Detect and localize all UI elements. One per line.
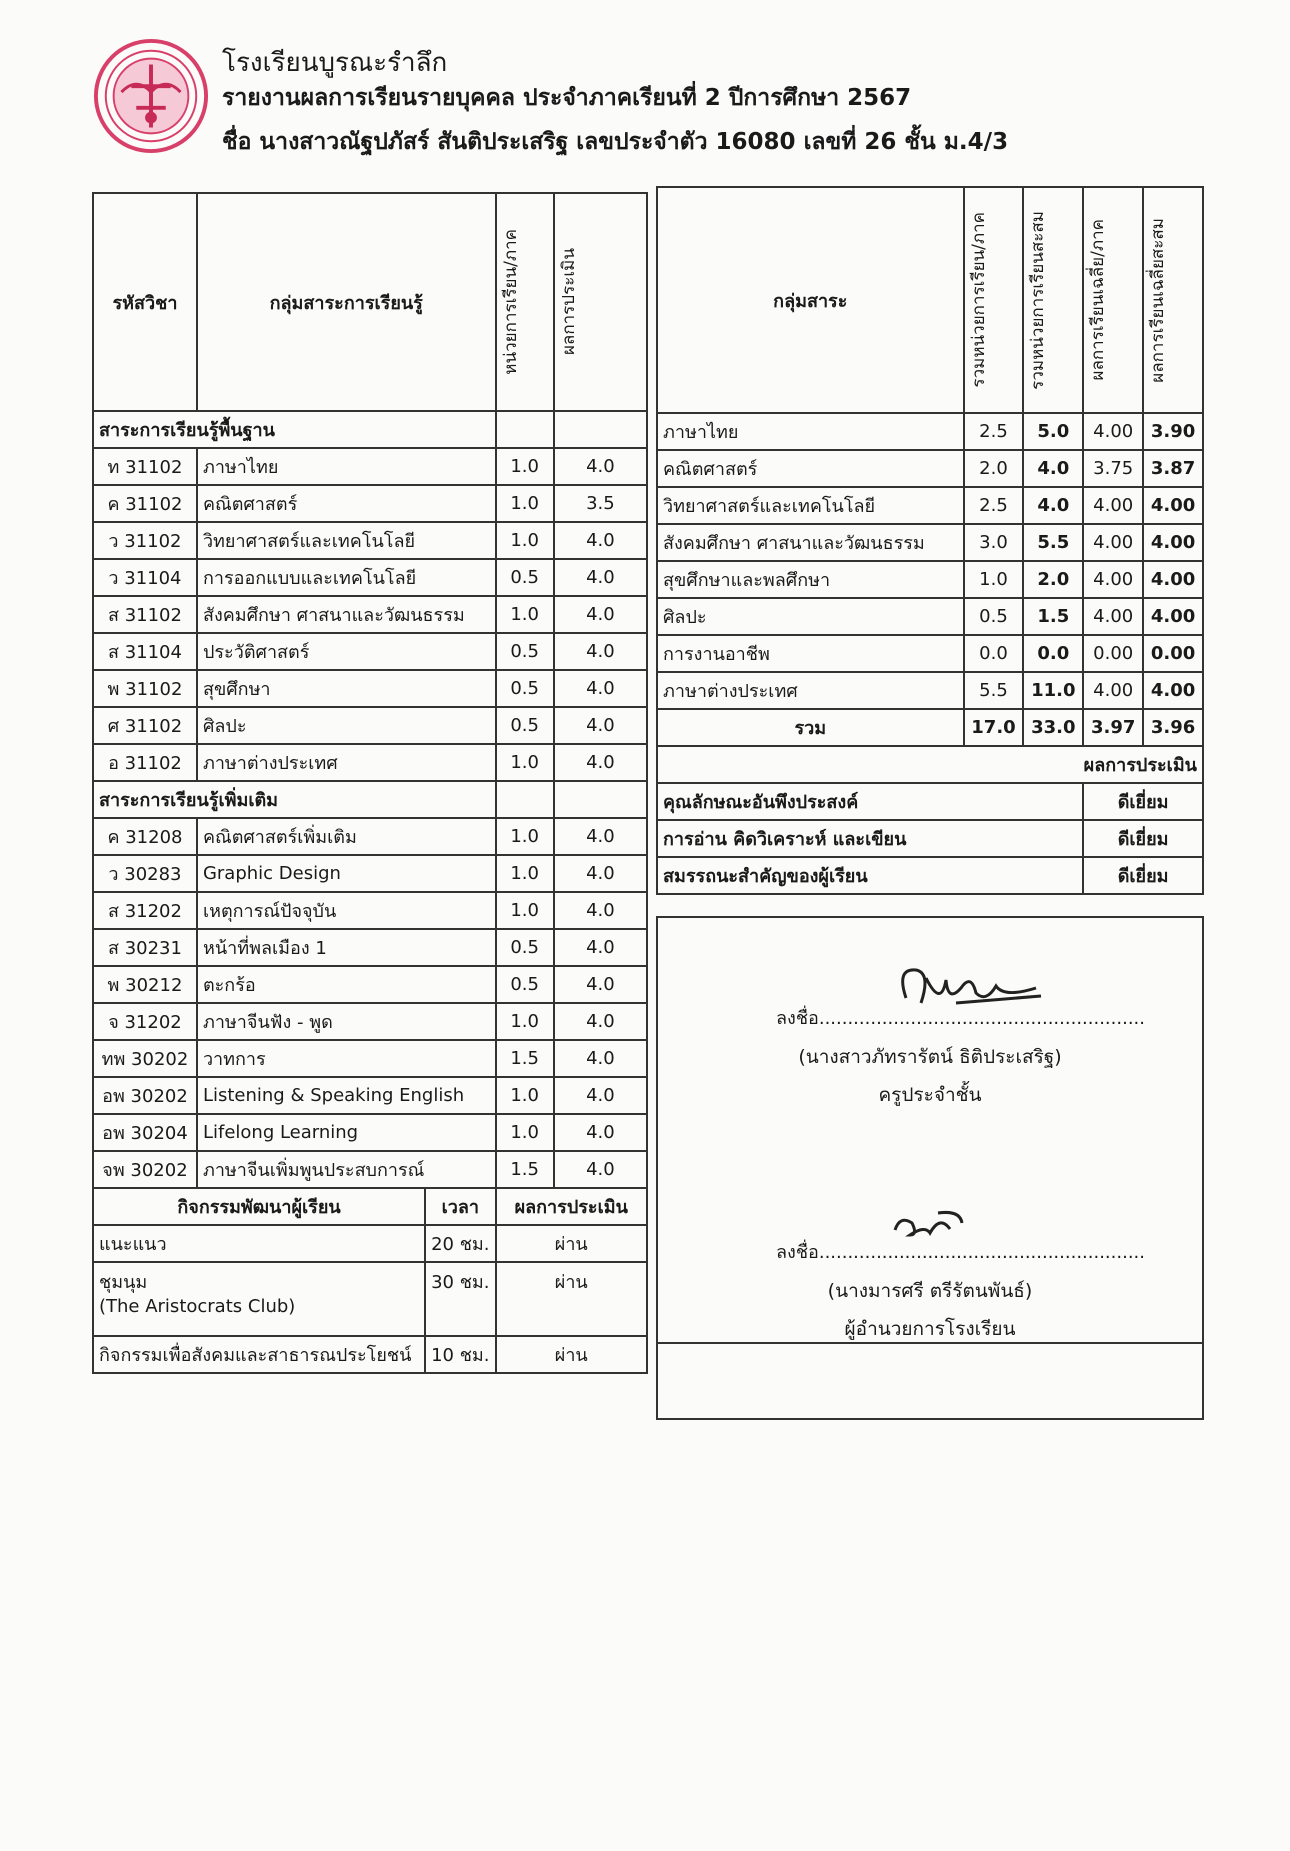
subject-credit: 1.0 <box>496 448 554 485</box>
subject-name: เหตุการณ์ปัจจุบัน <box>197 892 496 929</box>
gpa: 0.00 <box>1083 635 1143 672</box>
subject-credit: 0.5 <box>496 670 554 707</box>
subject-credit: 0.5 <box>496 559 554 596</box>
student-info: ชื่อ นางสาวณัฐปภัสร์ สันติประเสริฐ เลขประจำตัว 16080 เลขที่ 26 ชั้น ม.4/3 <box>222 129 1009 155</box>
cum-credit: 0.0 <box>1023 635 1083 672</box>
subject-grade: 4.0 <box>554 892 647 929</box>
activity-name: ชุมนุม <box>99 1272 148 1293</box>
subject-credit: 0.5 <box>496 707 554 744</box>
summary-row <box>657 450 1203 487</box>
subject-name: ภาษาไทย <box>197 448 496 485</box>
table-row <box>93 522 647 559</box>
subject-code: ส 31102 <box>93 596 197 633</box>
subject-name: ภาษาต่างประเทศ <box>197 744 496 781</box>
subject-grade: 4.0 <box>554 1151 647 1188</box>
subject-code: ทพ 30202 <box>93 1040 197 1077</box>
group-name: ภาษาไทย <box>657 413 964 450</box>
subject-credit: 0.5 <box>496 929 554 966</box>
subject-grade: 4.0 <box>554 448 647 485</box>
table-row <box>93 707 647 744</box>
director-sign-line: ลงชื่อ......................................................... <box>776 1242 1145 1263</box>
subject-code: พ 31102 <box>93 670 197 707</box>
activity-row <box>93 1225 647 1262</box>
group-name: สังคมศึกษา ศาสนาและวัฒนธรรม <box>657 524 964 561</box>
school-name: โรงเรียนบูรณะรำลึก <box>222 48 448 78</box>
subject-name: คณิตศาสตร์เพิ่มเติม <box>197 818 496 855</box>
subject-name: ภาษาจีนเพิ่มพูนประสบการณ์ <box>197 1151 496 1188</box>
subject-grade: 4.0 <box>554 522 647 559</box>
table-row <box>93 818 647 855</box>
col-header-cum-credit: รวมหน่วยการเรียนสะสม <box>1028 210 1049 390</box>
subject-code: ค 31208 <box>93 818 197 855</box>
activity-row <box>93 1262 647 1336</box>
subject-credit: 1.0 <box>496 892 554 929</box>
subject-grade: 4.0 <box>554 744 647 781</box>
gpa-sum: 3.97 <box>1083 709 1143 746</box>
director-role: ผู้อำนวยการโรงเรียน <box>844 1318 1016 1340</box>
table-row <box>93 929 647 966</box>
section-row <box>93 411 647 448</box>
subject-credit: 1.0 <box>496 744 554 781</box>
subject-name: วิทยาศาสตร์และเทคโนโลยี <box>197 522 496 559</box>
activity-name: กิจกรรมเพื่อสังคมและสาธารณประโยชน์ <box>99 1345 412 1366</box>
empty-cell <box>554 781 647 818</box>
subject-name: ศิลปะ <box>197 707 496 744</box>
table-row <box>93 596 647 633</box>
col-header-code: รหัสวิชา <box>93 193 197 411</box>
total-credit: 2.5 <box>964 413 1024 450</box>
summary-row <box>657 524 1203 561</box>
subject-credit: 1.5 <box>496 1151 554 1188</box>
teacher-name: (นางสาวภัทรารัตน์ ธิติประเสริฐ) <box>798 1046 1062 1068</box>
subject-code: ศ 31102 <box>93 707 197 744</box>
subject-code: อ 31102 <box>93 744 197 781</box>
gpa: 4.00 <box>1083 672 1143 709</box>
teacher-sign-line: ลงชื่อ......................................................... <box>776 1008 1145 1029</box>
col-header-group: กลุ่มสาระ <box>657 187 964 413</box>
table-row <box>93 966 647 1003</box>
total-credit: 0.0 <box>964 635 1024 672</box>
cum-gpa: 4.00 <box>1143 561 1203 598</box>
cum-credit: 11.0 <box>1023 672 1083 709</box>
group-name: คณิตศาสตร์ <box>657 450 964 487</box>
total-label: รวม <box>657 709 964 746</box>
subject-name: Listening & Speaking English <box>197 1077 496 1114</box>
table-row <box>93 1151 647 1188</box>
subject-credit: 1.0 <box>496 1114 554 1151</box>
subject-code: ส 31104 <box>93 633 197 670</box>
cum-credit: 4.0 <box>1023 450 1083 487</box>
subject-grade: 4.0 <box>554 559 647 596</box>
cum-credit: 1.5 <box>1023 598 1083 635</box>
subject-grade: 4.0 <box>554 596 647 633</box>
subject-name: สังคมศึกษา ศาสนาและวัฒนธรรม <box>197 596 496 633</box>
activity-time: 20 ชม. <box>425 1225 495 1262</box>
summary-row <box>657 598 1203 635</box>
subject-name: ประวัติศาสตร์ <box>197 633 496 670</box>
empty-cell <box>496 781 554 818</box>
activity-col-name: กิจกรรมพัฒนาผู้เรียน <box>93 1188 425 1225</box>
table-row <box>93 892 647 929</box>
subject-code: อพ 30202 <box>93 1077 197 1114</box>
group-name: การงานอาชีพ <box>657 635 964 672</box>
subject-code: ท 31102 <box>93 448 197 485</box>
gpa: 4.00 <box>1083 561 1143 598</box>
subject-code: ว 30283 <box>93 855 197 892</box>
subject-credit: 0.5 <box>496 633 554 670</box>
total-credit: 3.0 <box>964 524 1024 561</box>
col-header-grade: ผลการประเมิน <box>558 248 579 356</box>
eval-row <box>657 820 1203 857</box>
subject-grade: 4.0 <box>554 929 647 966</box>
eval-title-row <box>657 746 1203 783</box>
subject-name: Lifelong Learning <box>197 1114 496 1151</box>
table-row <box>93 448 647 485</box>
director-name: (นางมารศรี ตรีรัตนพันธ์) <box>827 1280 1033 1302</box>
subject-code: จ 31202 <box>93 1003 197 1040</box>
group-name: สุขศึกษาและพลศึกษา <box>657 561 964 598</box>
activity-name-cell <box>93 1262 425 1336</box>
summary-row <box>657 672 1203 709</box>
eval-row <box>657 857 1203 894</box>
activity-result: ผ่าน <box>496 1262 647 1336</box>
col-header-cum-gpa: ผลการเรียนเฉลี่ยสะสม <box>1148 217 1169 383</box>
cum-gpa: 0.00 <box>1143 635 1203 672</box>
activity-result: ผ่าน <box>496 1225 647 1262</box>
subject-grade: 4.0 <box>554 1040 647 1077</box>
activity-name-cell <box>93 1225 425 1262</box>
school-logo <box>92 36 210 156</box>
subject-name: หน้าที่พลเมือง 1 <box>197 929 496 966</box>
subject-code: ส 31202 <box>93 892 197 929</box>
table-row <box>93 670 647 707</box>
cum-gpa: 4.00 <box>1143 487 1203 524</box>
subject-code: ว 31104 <box>93 559 197 596</box>
gpa: 4.00 <box>1083 487 1143 524</box>
col-header-total-credit: รวมหน่วยการเรียน/ภาค <box>968 212 989 388</box>
group-name: ภาษาต่างประเทศ <box>657 672 964 709</box>
subject-credit: 1.5 <box>496 1040 554 1077</box>
subject-grade: 4.0 <box>554 818 647 855</box>
report-title: รายงานผลการเรียนรายบุคคล ประจำภาคเรียนที่ 2 ปีการศึกษา 2567 <box>222 85 912 111</box>
activity-header-row <box>93 1188 647 1225</box>
total-credit: 1.0 <box>964 561 1024 598</box>
subject-credit: 1.0 <box>496 596 554 633</box>
subject-grade: 4.0 <box>554 855 647 892</box>
summary-table <box>656 186 1204 895</box>
activity-name-cell <box>93 1336 425 1373</box>
table-row <box>93 1040 647 1077</box>
subject-grade: 4.0 <box>554 1003 647 1040</box>
eval-row <box>657 783 1203 820</box>
summary-row <box>657 635 1203 672</box>
total-credit: 0.5 <box>964 598 1024 635</box>
subject-code: ค 31102 <box>93 485 197 522</box>
subject-code: ส 30231 <box>93 929 197 966</box>
total-credit: 5.5 <box>964 672 1024 709</box>
summary-row <box>657 413 1203 450</box>
table-row <box>93 485 647 522</box>
summary-row <box>657 561 1203 598</box>
empty-cell <box>554 411 647 448</box>
activity-sub: (The Aristocrats Club) <box>99 1296 296 1317</box>
teacher-role: ครูประจำชั้น <box>878 1084 982 1106</box>
eval-label: สมรรถนะสำคัญของผู้เรียน <box>657 857 1083 894</box>
summary-total-row <box>657 709 1203 746</box>
group-name: วิทยาศาสตร์และเทคโนโลยี <box>657 487 964 524</box>
subject-name: Graphic Design <box>197 855 496 892</box>
activity-col-result: ผลการประเมิน <box>496 1188 647 1225</box>
summary-row <box>657 487 1203 524</box>
subject-grade: 4.0 <box>554 1077 647 1114</box>
subject-code: ว 31102 <box>93 522 197 559</box>
additional-section-title: สาระการเรียนรู้เพิ่มเติม <box>93 781 496 818</box>
section-row <box>93 781 647 818</box>
eval-label: คุณลักษณะอันพึงประสงค์ <box>657 783 1083 820</box>
activity-time: 30 ชม. <box>425 1262 495 1336</box>
basic-section-title: สาระการเรียนรู้พื้นฐาน <box>93 411 496 448</box>
cum-gpa: 3.87 <box>1143 450 1203 487</box>
subject-grade: 4.0 <box>554 1114 647 1151</box>
cum-gpa-sum: 3.96 <box>1143 709 1203 746</box>
subject-name: การออกแบบและเทคโนโลยี <box>197 559 496 596</box>
subject-name: คณิตศาสตร์ <box>197 485 496 522</box>
total-credit: 2.0 <box>964 450 1024 487</box>
eval-title: ผลการประเมิน <box>657 746 1203 783</box>
col-header-subject: กลุ่มสาระการเรียนรู้ <box>197 193 496 411</box>
gpa: 3.75 <box>1083 450 1143 487</box>
table-row <box>93 744 647 781</box>
cum-credit: 5.0 <box>1023 413 1083 450</box>
subject-code: จพ 30202 <box>93 1151 197 1188</box>
cum-gpa: 3.90 <box>1143 413 1203 450</box>
subject-name: ภาษาจีนฟัง - พูด <box>197 1003 496 1040</box>
activity-col-time: เวลา <box>425 1188 495 1225</box>
table-row <box>93 1003 647 1040</box>
subject-name: วาทการ <box>197 1040 496 1077</box>
col-header-gpa: ผลการเรียนเฉลี่ย/ภาค <box>1088 219 1109 381</box>
subjects-table <box>92 192 648 1374</box>
eval-label: การอ่าน คิดวิเคราะห์ และเขียน <box>657 820 1083 857</box>
subject-credit: 1.0 <box>496 522 554 559</box>
eval-value: ดีเยี่ยม <box>1083 783 1203 820</box>
subject-grade: 4.0 <box>554 966 647 1003</box>
eval-value: ดีเยี่ยม <box>1083 857 1203 894</box>
empty-cell <box>496 411 554 448</box>
eval-value: ดีเยี่ยม <box>1083 820 1203 857</box>
signature-divider <box>656 1342 1204 1422</box>
total-credit-sum: 17.0 <box>964 709 1024 746</box>
cum-credit-sum: 33.0 <box>1023 709 1083 746</box>
subject-code: อพ 30204 <box>93 1114 197 1151</box>
subject-grade: 4.0 <box>554 707 647 744</box>
subject-credit: 1.0 <box>496 1077 554 1114</box>
table-row <box>93 1077 647 1114</box>
subject-credit: 1.0 <box>496 855 554 892</box>
activity-result: ผ่าน <box>496 1336 647 1373</box>
cum-gpa: 4.00 <box>1143 598 1203 635</box>
total-credit: 2.5 <box>964 487 1024 524</box>
col-header-credit: หน่วยการเรียน/ภาค <box>500 229 521 375</box>
gpa: 4.00 <box>1083 598 1143 635</box>
cum-credit: 4.0 <box>1023 487 1083 524</box>
subject-credit: 0.5 <box>496 966 554 1003</box>
cum-credit: 2.0 <box>1023 561 1083 598</box>
subject-grade: 4.0 <box>554 670 647 707</box>
subject-credit: 1.0 <box>496 485 554 522</box>
subject-code: พ 30212 <box>93 966 197 1003</box>
cum-credit: 5.5 <box>1023 524 1083 561</box>
subject-name: สุขศึกษา <box>197 670 496 707</box>
table-row <box>93 855 647 892</box>
gpa: 4.00 <box>1083 524 1143 561</box>
cum-gpa: 4.00 <box>1143 672 1203 709</box>
subject-credit: 1.0 <box>496 818 554 855</box>
cum-gpa: 4.00 <box>1143 524 1203 561</box>
subject-grade: 3.5 <box>554 485 647 522</box>
subject-credit: 1.0 <box>496 1003 554 1040</box>
table-row <box>93 559 647 596</box>
table-row <box>93 1114 647 1151</box>
activity-time: 10 ชม. <box>425 1336 495 1373</box>
activity-name: แนะแนว <box>99 1234 167 1255</box>
subject-grade: 4.0 <box>554 633 647 670</box>
activity-row <box>93 1336 647 1373</box>
subject-name: ตะกร้อ <box>197 966 496 1003</box>
table-row <box>93 633 647 670</box>
group-name: ศิลปะ <box>657 598 964 635</box>
gpa: 4.00 <box>1083 413 1143 450</box>
